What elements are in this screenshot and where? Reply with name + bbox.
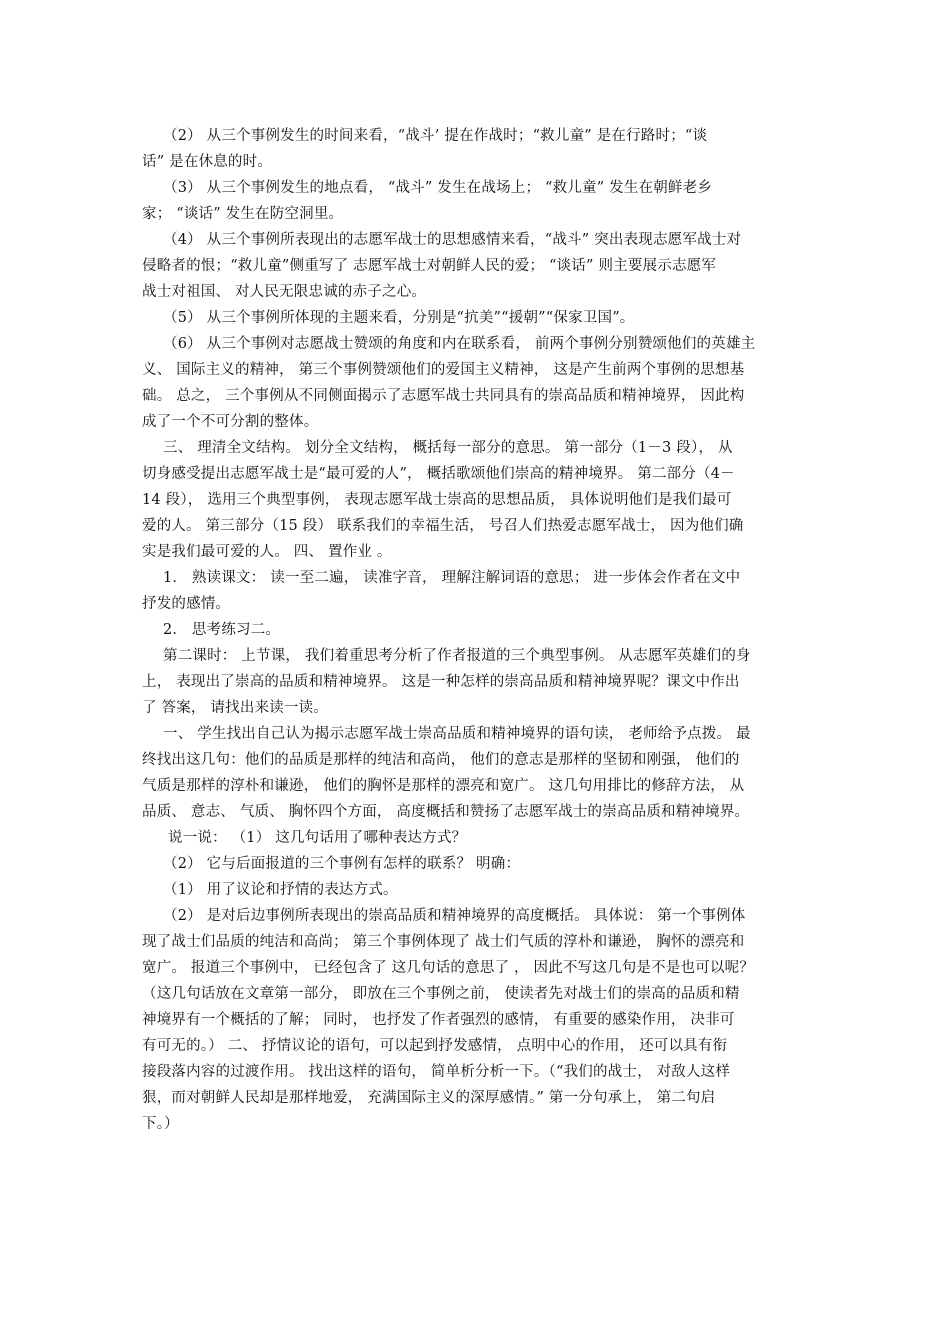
text-line: 上， 表现出了崇高的品质和精神境界。 这是一种怎样的崇高品质和精神境界呢？课文中作出 bbox=[142, 674, 740, 690]
text-line: 切身感受提出志愿军战士是“最可爱的人”， 概括歌颂他们崇高的精神境界。 第二部分（4－ bbox=[142, 466, 735, 482]
text-line: 品质、 意志、 气质、 胸怀四个方面， 高度概括和赞扬了志愿军战士的崇高品质和精神境界。 bbox=[142, 804, 750, 820]
text-line: （3） 从三个事例发生的地点看， “战斗” 发生在战场上； “救儿童” 发生在朝鲜老乡 bbox=[163, 180, 713, 196]
text-line: 终找出这几句：他们的品质是那样的纯洁和高尚， 他们的意志是那样的坚韧和刚强， 他们的 bbox=[142, 752, 740, 768]
text-line: 抒发的感情。 bbox=[142, 596, 231, 612]
text-line: 实是我们最可爱的人。 四、 置作业 。 bbox=[142, 544, 392, 560]
text-line: 三、 理清全文结构。 划分全文结构， 概括每一部分的意思。 第一部分（1－3 段）， 从 bbox=[163, 440, 733, 456]
text-line: 现了战士们品质的纯洁和高尚； 第三个事例体现了 战士们气质的淳朴和谦逊， 胸怀的漂亮和 bbox=[142, 934, 745, 950]
text-line: 下。） bbox=[142, 1116, 179, 1132]
text-line: 成了一个不可分割的整体。 bbox=[142, 414, 319, 430]
text-line: 一、 学生找出自己认为揭示志愿军战士崇高品质和精神境界的语句读， 老师给予点拨。 最 bbox=[163, 726, 751, 742]
text-line: 气质是那样的淳朴和谦逊， 他们的胸怀是那样的漂亮和宽广。 这几句用排比的修辞方法， 从 bbox=[142, 778, 745, 794]
text-line: 战士对祖国、 对人民无限忠诚的赤子之心。 bbox=[142, 284, 427, 300]
text-line: 侵略者的恨；“救儿童”侧重写了 志愿军战士对朝鲜人民的爱； “谈话” 则主要展示志愿军 bbox=[142, 258, 717, 274]
text-line: （2） 从三个事例发生的时间来看，“战斗’ 提在作战时；“救儿童” 是在行路时；“谈 bbox=[163, 128, 708, 144]
text-line: 14 段）， 选用三个典型事例， 表现志愿军战士崇高的思想品质， 具体说明他们是我们最可 bbox=[142, 492, 732, 508]
text-line: 话” 是在休息的时。 bbox=[142, 154, 273, 170]
text-line: 爱的人。 第三部分（15 段） 联系我们的幸福生活， 号召人们热爱志愿军战士， 因为他们确 bbox=[142, 518, 744, 534]
text-line: 狠，而对朝鲜人民却是那样地爱， 充满国际主义的深厚感情。” 第一分句承上， 第二句启 bbox=[142, 1090, 716, 1106]
text-line: 有可无的。） 二、 抒情议论的语句，可以起到抒发感情， 点明中心的作用， 还可以具有衔 bbox=[142, 1038, 728, 1054]
text-line: 2． 思考练习二。 bbox=[163, 622, 281, 638]
text-line: （2） 它与后面报道的三个事例有怎样的联系？ 明确： bbox=[163, 856, 521, 872]
text-line: 宽广。 报道三个事例中， 已经包含了 这几句话的意思了 ， 因此不写这几句是不是也可以呢？ bbox=[142, 960, 755, 976]
text-line: 第二课时： 上节课， 我们着重思考分析了作者报道的三个典型事例。 从志愿军英雄们的身 bbox=[163, 648, 751, 664]
text-line: 了 答案， 请找出来读一读。 bbox=[142, 700, 329, 716]
text-line: 础。 总之， 三个事例从不同侧面揭示了志愿军战士共同具有的崇高品质和精神境界， 因此构 bbox=[142, 388, 745, 404]
text-line: 说一说： （1） 这几句话用了哪种表达方式？ bbox=[168, 830, 467, 846]
text-line: （这几句话放在文章第一部分， 即放在三个事例之前， 使读者先对战士们的崇高的品质和精 bbox=[142, 986, 740, 1002]
text-line: 家； “谈话” 发生在防空洞里。 bbox=[142, 206, 344, 222]
text-line: 义、 国际主义的精神， 第三个事例赞颂他们的爱国主义精神， 这是产生前两个事例的思想基 bbox=[142, 362, 745, 378]
text-line: （5） 从三个事例所体现的主题来看，分别是“抗美”“援朝”“保家卫国”。 bbox=[163, 310, 635, 326]
text-line: 神境界有一个概括的了解； 同时， 也抒发了作者强烈的感情， 有重要的感染作用， 决非可 bbox=[142, 1012, 735, 1028]
text-line: 1． 熟读课文： 读一至二遍， 读准字音， 理解注解词语的意思； 进一步体会作者在文中 bbox=[163, 570, 741, 586]
text-line: （4） 从三个事例所表现出的志愿军战士的思想感情来看，“战斗” 突出表现志愿军战士对 bbox=[163, 232, 742, 248]
text-line: 接段落内容的过渡作用。 找出这样的语句， 简单析分析一下。（“我们的战士， 对敌人这样 bbox=[142, 1064, 731, 1080]
text-line: （6） 从三个事例对志愿战士赞颂的角度和内在联系看， 前两个事例分别赞颂他们的英雄主 bbox=[163, 336, 756, 352]
text-line: （1） 用了议论和抒情的表达方式。 bbox=[163, 882, 398, 898]
text-line: （2） 是对后边事例所表现出的崇高品质和精神境界的高度概括。 具体说： 第一个事例体 bbox=[163, 908, 746, 924]
